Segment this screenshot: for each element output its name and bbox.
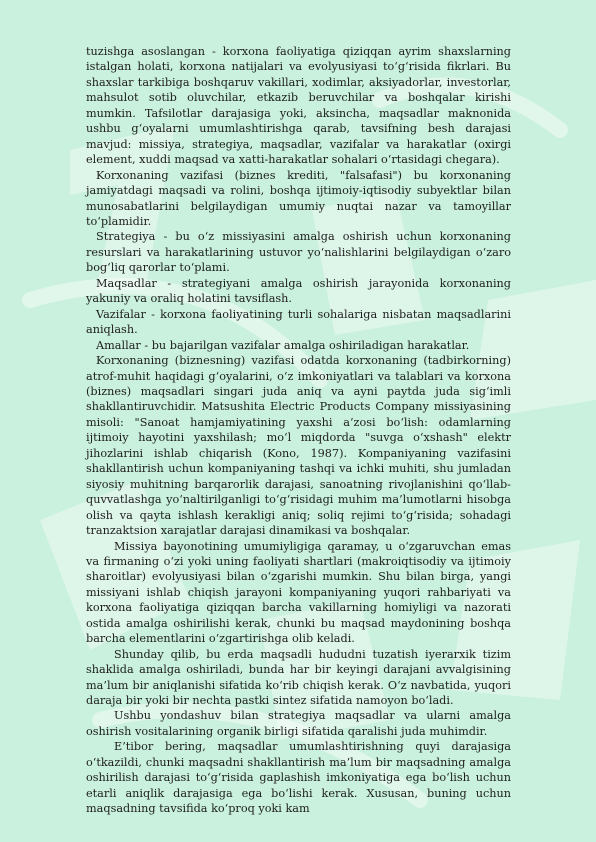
paragraph: Amallar - bu bajarilgan vazifalar amalga oshiriladigan harakatlar. [96, 338, 470, 352]
paragraph: tuzishga asoslangan - korxona faoliyatiga qiziqqan ayrim shaxslarning istalgan holati, korxona natijalari va evolyusiyasi to‘g‘risida fikrlari. Bu shaxslar tarkibiga boshqaruv vakillari, xodimlar, aksiyadorlar, investorlar, mahsulot sotib oluvchilar, etkazib beruvchilar va boshqalar kirishi mumkin. Tafsilotlar darajasiga yoki, aksincha, maqsadlar maknonida ushbu g‘oyalarni umumlashtirishga qarab, tavsifning besh darajasi mavjud: missiya, strategiya, maqsadlar, vazifalar va harakatlar (oxirgi element, xuddi maqsad va xatti-harakatlar sohalari o‘rtasidagi chegara). [86, 45, 511, 167]
paragraph: Ushbu yondashuv bilan strategiya maqsadlar va ularni amalga oshirish vositalarining organik birligi sifatida qaralishi juda muhimdir. [86, 709, 511, 738]
paragraph: Korxonaning vazifasi (biznes krediti, "falsafasi") bu korxonaning jamiyatdagi maqsadi va rolini, boshqa ijtimoiy-iqtisodiy subyektlar bilan munosabatlarini belgilaydigan umumiy nuqtai nazar va tamoyillar to‘plamidir. [86, 168, 511, 228]
paragraph: Vazifalar - korxona faoliyatining turli sohalariga nisbatan maqsadlarini aniqlash. [86, 307, 511, 337]
document-body [86, 44, 511, 817]
paragraph: E’tibor bering, maqsadlar umumlashtirishning quyi darajasiga o‘tkazildi, chunki maqsadni shakllantirish ma’lum bir maqsadning amalga oshirilish darajasi to‘g‘risida gaplashish imkoniyatiga ega bo‘lish uchun etarli aniqlik darajasiga ega bo‘lishi kerak. Xususan, buning uchun maqsadning tavsifida ko‘proq yoki kam [86, 740, 511, 816]
paragraph: Maqsadlar - strategiyani amalga oshirish jarayonida korxonaning yakuniy va oraliq holatini tavsiflash. [86, 276, 511, 306]
paragraph: Missiya bayonotining umumiyligiga qaramay, u o‘zgaruvchan emas va firmaning o‘zi yoki uning faoliyati shartlari (makroiqtisodiy va ijtimoiy sharoitlar) evolyusiyasi bilan o‘zgarishi mumkin. Shu bilan birga, yangi missiyani ishlab chiqish jarayoni kompaniyaning yuqori rahbariyati va korxona faoliyatiga qiziqqan barcha vakillarning homiyligi va nazorati ostida amalga oshirilishi kerak, chunki bu maqsad maydonining boshqa barcha elementlarini o‘zgartirishga olib keladi. [86, 539, 511, 646]
paragraph: Strategiya - bu o‘z missiyasini amalga oshirish uchun korxonaning resurslari va harakatlarining ustuvor yo‘nalishlarini belgilaydigan o‘zaro bog‘liq qarorlar to‘plami. [86, 230, 511, 275]
paragraph: Korxonaning (biznesning) vazifasi odatda korxonaning (tadbirkorning) atrof-muhit haqidagi g‘oyalarini, o‘z imkoniyatlari va talablari va korxona (biznes) maqsadlari singari juda aniq va ayni paytda juda sig‘imli shakllantiruvchidir. Matsushita Electric Products Company missiyasining misoli: "Sanoat hamjamiyatining yaxshi a’zosi bo‘lish: odamlarning ijtimoiy hayotini yaxshilash; mo‘l miqdorda "suvga o‘xshash" elektr jihozlarini ishlab chiqarish (Kono, 1987). Kompaniyaning vazifasini shakllantirish uchun kompaniyaning tashqi va ichki muhiti, shu jumladan siyosiy muhitning barqarorlik darajasi, sanoatning rivojlanishini qo‘llab-quvvatlashga yo‘naltirilganligi to‘g‘risidagi muhim ma’lumotlarni hisobga olish va qayta ishlash kerakligi aniq; soliq rejimi to‘g‘risida; sohadagi tranzaktsion xarajatlar darajasi dinamikasi va boshqalar. [86, 354, 511, 538]
paragraph: Shunday qilib, bu erda maqsadli hududni tuzatish iyerarxik tizim shaklida amalga oshiriladi, bunda har bir keyingi darajani avvalgisining ma’lum bir aniqlanishi sifatida ko‘rib chiqish kerak. O‘z navbatida, yuqori daraja bir yoki bir nechta pastki sintez sifatida namoyon bo‘ladi. [86, 647, 511, 708]
